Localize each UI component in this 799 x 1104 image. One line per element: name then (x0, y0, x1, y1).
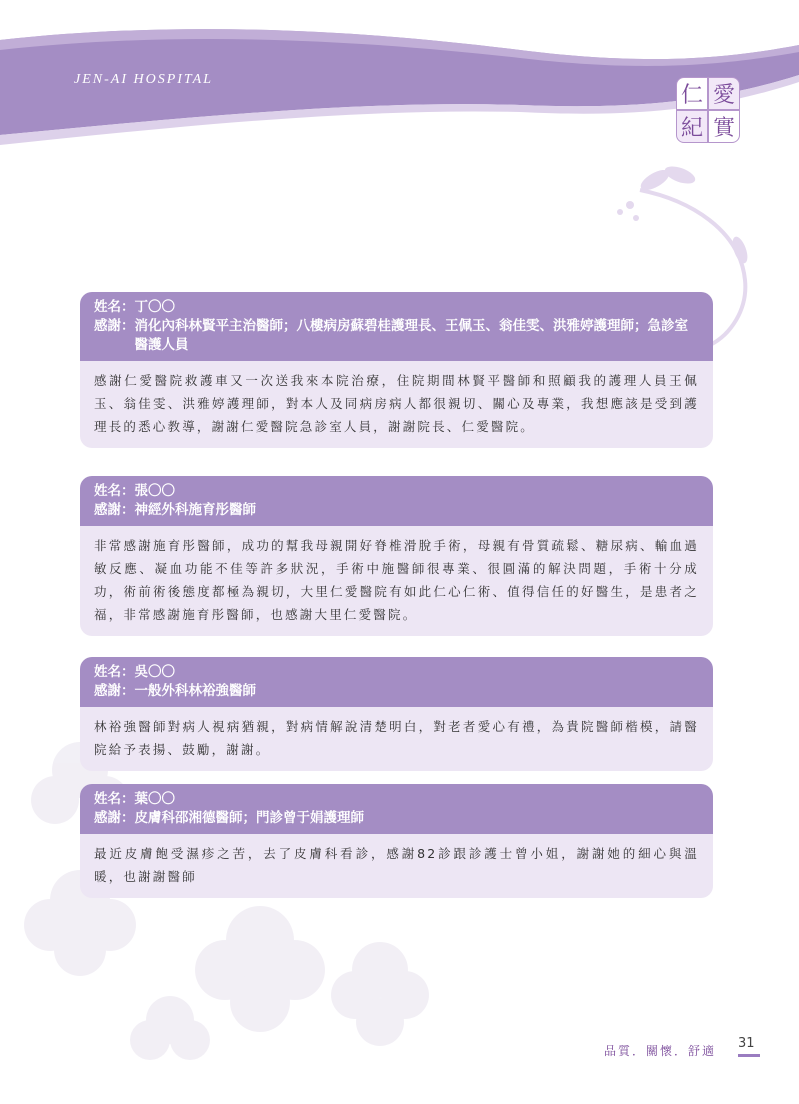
card-body-text: 感謝仁愛醫院救護車又一次送我來本院治療，住院期間林賢平醫師和照顧我的護理人員王佩玉、翁佳雯、洪雅婷護理師，對本人及同病房病人都很親切、關心及專業，我想應該是受到護理長的悉心教導，謝謝仁愛醫院急診室人員，謝謝院長、仁愛醫院。 (80, 361, 713, 448)
thanks-label: 感謝： (94, 318, 135, 334)
name-value: 葉〇〇 (134, 791, 175, 807)
page-number-underline (738, 1054, 760, 1057)
testimonial-card-3 (80, 657, 713, 771)
logo-char-3: 紀 (676, 110, 708, 143)
name-value: 張〇〇 (134, 483, 175, 499)
card-header (80, 476, 713, 526)
thanks-value: 一般外科林裕強醫師 (134, 683, 256, 699)
testimonial-card-1 (80, 292, 713, 448)
testimonial-card-2 (80, 476, 713, 636)
logo-char-2: 愛 (708, 77, 740, 110)
name-label: 姓名： (94, 664, 135, 680)
logo-char-1: 仁 (676, 77, 708, 110)
card-header (80, 784, 713, 834)
logo-char-4: 實 (708, 110, 740, 143)
name-value: 丁〇〇 (134, 299, 175, 315)
logo-badge (676, 77, 740, 139)
testimonial-card-4 (80, 784, 713, 898)
name-value: 吳〇〇 (134, 664, 175, 680)
name-label: 姓名： (94, 299, 135, 315)
thanks-value: 皮膚科邵湘德醫師；門診曾于娟護理師 (134, 810, 364, 826)
thanks-label: 感謝： (94, 683, 135, 699)
card-body-text: 非常感謝施育彤醫師，成功的幫我母親開好脊椎滑脫手術，母親有骨質疏鬆、糖尿病、輸血過敏反應、凝血功能不佳等許多狀況，手術中施醫師很專業、很圓滿的解決問題，手術十分成功，術前術後態度都極為親切，大里仁愛醫院有如此仁心仁術、值得信任的好醫生，是患者之福，非常感謝施育彤醫師，也感謝大里仁愛醫院。 (80, 526, 713, 636)
name-label: 姓名： (94, 791, 135, 807)
page-number: 31 (738, 1036, 755, 1051)
footer-tagline: 品質．關懷．舒適 (604, 1044, 717, 1058)
name-label: 姓名： (94, 483, 135, 499)
card-header (80, 657, 713, 707)
thanks-label: 感謝： (94, 810, 135, 826)
card-body-text: 林裕強醫師對病人視病猶親，對病情解說清楚明白，對老者愛心有禮，為貴院醫師楷模，請醫院給予表揚、鼓勵，謝謝。 (80, 707, 713, 771)
hospital-name: JEN-AI HOSPITAL (74, 72, 213, 87)
card-body-text: 最近皮膚飽受濕疹之苦，去了皮膚科看診，感謝82診跟診護士曾小姐，謝謝她的細心與溫暖，也謝謝醫師 (80, 834, 713, 898)
thanks-label: 感謝： (94, 502, 135, 518)
thanks-value: 神經外科施育彤醫師 (134, 502, 256, 518)
card-header (80, 292, 713, 361)
thanks-value: 消化內科林賢平主治醫師；八樓病房蘇碧桂護理長、王佩玉、翁佳雯、洪雅婷護理師；急診室醫護人員 (134, 318, 688, 353)
